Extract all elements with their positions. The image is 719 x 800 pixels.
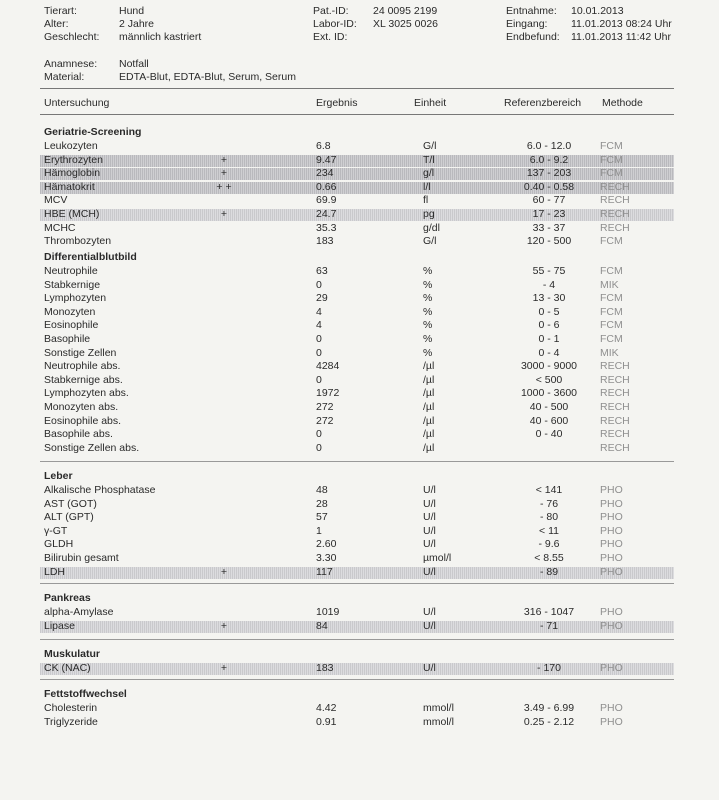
material-value: EDTA-Blut, EDTA-Blut, Serum, Serum bbox=[119, 71, 296, 83]
section-title: Pankreas bbox=[44, 592, 91, 604]
reference-range: 13 - 30 bbox=[532, 292, 566, 305]
unit-value: mmol/l bbox=[423, 715, 454, 728]
result-value: 1 bbox=[316, 524, 322, 537]
unit-value: U/l bbox=[423, 565, 436, 578]
header-label-ext-id: Ext. ID: bbox=[313, 31, 348, 43]
header-value-geschlecht: männlich kastriert bbox=[119, 31, 202, 43]
material-label: Material: bbox=[44, 71, 85, 83]
test-name: CK (NAC) bbox=[44, 662, 91, 674]
unit-value: /µl bbox=[423, 441, 435, 454]
unit-value: % bbox=[423, 346, 433, 359]
reference-range: 120 - 500 bbox=[526, 235, 572, 248]
result-value: 29 bbox=[316, 292, 328, 305]
method-code: FCM bbox=[600, 305, 623, 318]
abnormal-flag: + bbox=[220, 565, 228, 578]
reference-range: - 80 bbox=[539, 511, 559, 524]
test-name: Neutrophile abs. bbox=[44, 360, 121, 373]
result-value: 1972 bbox=[316, 387, 340, 400]
section-title: Differentialblutbild bbox=[44, 251, 137, 263]
unit-value: U/l bbox=[423, 606, 436, 618]
reference-range: 60 - 77 bbox=[532, 194, 566, 207]
header-value-alter: 2 Jahre bbox=[119, 18, 155, 30]
reference-range: - 89 bbox=[539, 565, 559, 578]
reference-range: - 170 bbox=[537, 662, 561, 674]
section-divider bbox=[40, 461, 674, 462]
test-name: Hämatokrit bbox=[44, 180, 95, 193]
result-value: 48 bbox=[316, 484, 328, 496]
anamnese-label: Anamnese: bbox=[44, 58, 98, 70]
unit-value: U/l bbox=[423, 662, 436, 674]
abnormal-flag: + bbox=[220, 167, 228, 180]
result-value: 183 bbox=[316, 662, 334, 674]
test-name: HBE (MCH) bbox=[44, 208, 100, 220]
result-value: 9.47 bbox=[316, 153, 337, 166]
method-code: RECH bbox=[600, 401, 630, 413]
result-value: 272 bbox=[316, 414, 334, 427]
result-value: 0 bbox=[316, 441, 322, 454]
unit-value: µmol/l bbox=[423, 552, 452, 564]
method-code: RECH bbox=[600, 360, 630, 373]
test-name: Lymphozyten bbox=[44, 292, 107, 305]
test-name: Sonstige Zellen bbox=[44, 346, 117, 359]
unit-value: % bbox=[423, 265, 433, 277]
reference-range: 0 - 40 bbox=[535, 428, 563, 441]
result-value: 69.9 bbox=[316, 194, 337, 207]
reference-range: 0 - 4 bbox=[538, 346, 560, 359]
result-value: 0 bbox=[316, 278, 322, 291]
reference-range: 40 - 600 bbox=[529, 414, 569, 427]
result-value: 183 bbox=[316, 235, 334, 248]
unit-value: l/l bbox=[423, 180, 431, 193]
reference-range: 0 - 5 bbox=[538, 305, 560, 318]
unit-value: /µl bbox=[423, 373, 435, 386]
method-code: RECH bbox=[600, 208, 630, 220]
test-name: Eosinophile bbox=[44, 319, 99, 332]
test-name: Stabkernige bbox=[44, 278, 101, 291]
reference-range: 33 - 37 bbox=[532, 221, 566, 234]
reference-range: 3.49 - 6.99 bbox=[523, 702, 575, 714]
test-name: Basophile abs. bbox=[44, 428, 113, 441]
test-name: Neutrophile bbox=[44, 265, 98, 277]
header-value-endbefund: 11.01.2013 11:42 Uhr bbox=[571, 31, 672, 43]
unit-value: pg bbox=[423, 208, 435, 220]
reference-range: 1000 - 3600 bbox=[520, 387, 578, 400]
reference-range: 316 - 1047 bbox=[523, 606, 575, 618]
abnormal-flag: + + bbox=[216, 180, 232, 193]
method-code: PHO bbox=[600, 619, 623, 632]
reference-range: < 141 bbox=[535, 484, 563, 496]
method-code: PHO bbox=[600, 538, 623, 551]
test-name: Cholesterin bbox=[44, 702, 98, 714]
test-name: Sonstige Zellen abs. bbox=[44, 441, 140, 454]
reference-range: - 9.6 bbox=[538, 538, 560, 551]
unit-value: /µl bbox=[423, 414, 435, 427]
test-name: alpha-Amylase bbox=[44, 606, 114, 618]
test-name: Monozyten abs. bbox=[44, 401, 119, 413]
reference-range: - 4 bbox=[542, 278, 556, 291]
method-code: FCM bbox=[600, 167, 623, 180]
test-name: Leukozyten bbox=[44, 140, 98, 152]
column-header-result: Ergebnis bbox=[316, 97, 358, 109]
reference-range: 137 - 203 bbox=[526, 167, 572, 180]
unit-value: U/l bbox=[423, 511, 436, 524]
test-name: Stabkernige abs. bbox=[44, 373, 123, 386]
section-title: Leber bbox=[44, 470, 73, 482]
header-label-entnahme: Entnahme: bbox=[506, 5, 557, 17]
header-label-pat-id: Pat.-ID: bbox=[313, 5, 349, 17]
method-code: PHO bbox=[600, 484, 623, 496]
result-value: 1019 bbox=[316, 606, 340, 618]
unit-value: g/dl bbox=[423, 221, 440, 234]
header-value-pat-id: 24 0095 2199 bbox=[373, 5, 438, 17]
result-value: 35.3 bbox=[316, 221, 337, 234]
unit-value: U/l bbox=[423, 524, 436, 537]
result-value: 272 bbox=[316, 401, 334, 413]
unit-value: /µl bbox=[423, 428, 435, 441]
reference-range: 0.25 - 2.12 bbox=[523, 715, 575, 728]
abnormal-flag: + bbox=[220, 662, 228, 674]
result-value: 234 bbox=[316, 167, 334, 180]
result-value: 6.8 bbox=[316, 140, 331, 152]
test-name: MCHC bbox=[44, 221, 76, 234]
unit-value: % bbox=[423, 333, 433, 345]
test-name: Triglyzeride bbox=[44, 715, 98, 728]
abnormal-flag: + bbox=[220, 153, 228, 166]
reference-range: 0 - 6 bbox=[538, 319, 560, 332]
test-name: Alkalische Phosphatase bbox=[44, 484, 156, 496]
method-code: MIK bbox=[600, 346, 619, 359]
reference-range: 3000 - 9000 bbox=[520, 360, 578, 373]
unit-value: /µl bbox=[423, 401, 435, 413]
reference-range: 0.40 - 0.58 bbox=[523, 180, 575, 193]
test-name: Bilirubin gesamt bbox=[44, 552, 119, 564]
test-name: γ-GT bbox=[44, 524, 68, 537]
unit-value: % bbox=[423, 278, 433, 291]
column-header-unit: Einheit bbox=[414, 97, 447, 109]
reference-range: < 11 bbox=[539, 524, 559, 537]
abnormal-flag: + bbox=[220, 208, 228, 220]
unit-value: G/l bbox=[423, 140, 437, 152]
method-code: FCM bbox=[600, 333, 623, 345]
method-code: PHO bbox=[600, 662, 623, 674]
result-value: 0.66 bbox=[316, 180, 337, 193]
result-value: 84 bbox=[316, 619, 328, 632]
result-value: 0 bbox=[316, 333, 322, 345]
header-label-eingang: Eingang: bbox=[506, 18, 548, 30]
section-divider bbox=[40, 639, 674, 640]
test-name: Erythrozyten bbox=[44, 153, 103, 166]
header-divider bbox=[40, 88, 674, 89]
method-code: PHO bbox=[600, 606, 623, 618]
unit-value: U/l bbox=[423, 484, 436, 496]
column-header-method: Methode bbox=[602, 97, 643, 109]
method-code: PHO bbox=[600, 552, 623, 564]
section-divider bbox=[40, 583, 674, 584]
result-value: 0.91 bbox=[316, 715, 337, 728]
section-title: Geriatrie-Screening bbox=[44, 126, 142, 138]
test-name: LDH bbox=[44, 565, 66, 578]
result-value: 4.42 bbox=[316, 702, 337, 714]
header-value-labor-id: XL 3025 0026 bbox=[373, 18, 439, 30]
test-name: Monozyten bbox=[44, 305, 96, 318]
method-code: PHO bbox=[600, 497, 623, 510]
section-divider bbox=[40, 679, 674, 680]
reference-range: - 76 bbox=[539, 497, 559, 510]
result-value: 4284 bbox=[316, 360, 340, 373]
result-value: 0 bbox=[316, 346, 322, 359]
test-name: Lymphozyten abs. bbox=[44, 387, 129, 400]
abnormal-flag: + bbox=[220, 619, 228, 632]
result-value: 2.60 bbox=[316, 538, 337, 551]
method-code: PHO bbox=[600, 565, 623, 578]
result-value: 4 bbox=[316, 305, 322, 318]
header-label-endbefund: Endbefund: bbox=[506, 31, 560, 43]
header-value-eingang: 11.01.2013 08:24 Uhr bbox=[571, 18, 672, 30]
reference-range: < 8.55 bbox=[534, 552, 564, 564]
method-code: RECH bbox=[600, 428, 630, 441]
result-value: 0 bbox=[316, 428, 322, 441]
unit-value: G/l bbox=[423, 235, 437, 248]
result-value: 24.7 bbox=[316, 208, 337, 220]
unit-value: /µl bbox=[423, 360, 435, 373]
method-code: RECH bbox=[600, 441, 630, 454]
unit-value: fl bbox=[423, 194, 429, 207]
test-name: GLDH bbox=[44, 538, 74, 551]
method-code: MIK bbox=[600, 278, 619, 291]
method-code: RECH bbox=[600, 414, 630, 427]
result-value: 28 bbox=[316, 497, 328, 510]
test-name: Basophile bbox=[44, 333, 91, 345]
reference-range: 17 - 23 bbox=[532, 208, 566, 220]
result-value: 57 bbox=[316, 511, 328, 524]
header-value-tierart: Hund bbox=[119, 5, 145, 17]
unit-value: U/l bbox=[423, 497, 436, 510]
unit-value: % bbox=[423, 305, 433, 318]
test-name: ALT (GPT) bbox=[44, 511, 94, 524]
reference-range: 0 - 1 bbox=[538, 333, 560, 345]
method-code: PHO bbox=[600, 524, 623, 537]
result-value: 4 bbox=[316, 319, 322, 332]
result-value: 117 bbox=[316, 565, 333, 578]
reference-range: 40 - 500 bbox=[529, 401, 569, 413]
method-code: RECH bbox=[600, 180, 630, 193]
reference-range: - 71 bbox=[539, 619, 559, 632]
unit-value: % bbox=[423, 292, 433, 305]
reference-range: 55 - 75 bbox=[532, 265, 566, 277]
test-name: Eosinophile abs. bbox=[44, 414, 122, 427]
section-title: Muskulatur bbox=[44, 648, 101, 660]
reference-range: < 500 bbox=[535, 373, 563, 386]
test-name: Thrombozyten bbox=[44, 235, 112, 248]
test-name: MCV bbox=[44, 194, 68, 207]
test-name: AST (GOT) bbox=[44, 497, 97, 510]
method-code: FCM bbox=[600, 235, 623, 248]
column-header-divider bbox=[40, 114, 674, 115]
method-code: FCM bbox=[600, 319, 623, 332]
anamnese-value: Notfall bbox=[119, 58, 149, 70]
method-code: RECH bbox=[600, 387, 630, 400]
header-label-geschlecht: Geschlecht: bbox=[44, 31, 100, 43]
test-name: Hämoglobin bbox=[44, 167, 101, 180]
header-label-tierart: Tierart: bbox=[44, 5, 77, 17]
unit-value: U/l bbox=[423, 619, 436, 632]
header-label-alter: Alter: bbox=[44, 18, 69, 30]
method-code: PHO bbox=[600, 702, 623, 714]
column-header-test: Untersuchung bbox=[44, 97, 110, 109]
header-label-labor-id: Labor-ID: bbox=[313, 18, 357, 30]
result-value: 63 bbox=[316, 265, 328, 277]
unit-value: g/l bbox=[423, 167, 435, 180]
method-code: RECH bbox=[600, 373, 630, 386]
column-header-reference: Referenzbereich bbox=[504, 97, 582, 109]
method-code: RECH bbox=[600, 221, 630, 234]
header-value-entnahme: 10.01.2013 bbox=[571, 5, 624, 17]
reference-range: 6.0 - 12.0 bbox=[526, 140, 572, 152]
result-value: 0 bbox=[316, 373, 322, 386]
unit-value: % bbox=[423, 319, 433, 332]
section-title: Fettstoffwechsel bbox=[44, 688, 127, 700]
method-code: PHO bbox=[600, 511, 623, 524]
method-code: PHO bbox=[600, 715, 623, 728]
unit-value: /µl bbox=[423, 387, 435, 400]
method-code: FCM bbox=[600, 292, 623, 305]
unit-value: T/l bbox=[423, 153, 435, 166]
unit-value: U/l bbox=[423, 538, 436, 551]
test-name: Lipase bbox=[44, 619, 75, 632]
method-code: FCM bbox=[600, 153, 623, 166]
method-code: RECH bbox=[600, 194, 630, 207]
reference-range: 6.0 - 9.2 bbox=[529, 153, 569, 166]
unit-value: mmol/l bbox=[423, 702, 454, 714]
method-code: FCM bbox=[600, 140, 623, 152]
result-value: 3.30 bbox=[316, 552, 337, 564]
method-code: FCM bbox=[600, 265, 623, 277]
